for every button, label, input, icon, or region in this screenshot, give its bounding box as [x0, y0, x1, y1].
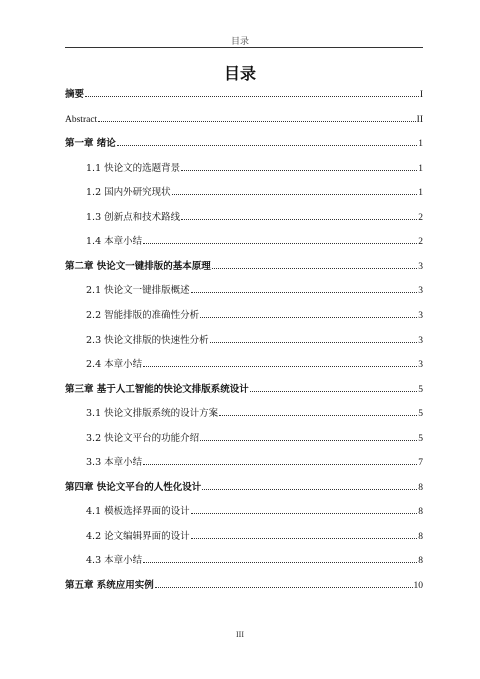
toc-dot-leader [172, 193, 418, 195]
toc-entry-label: 3.2 快论文平台的功能介绍 [86, 433, 200, 444]
toc-chapter-entry[interactable] [65, 88, 423, 102]
toc-entry-label: 2.4 本章小结 [86, 359, 143, 370]
toc-dot-leader [85, 95, 419, 97]
toc-entry-page: 8 [418, 556, 423, 566]
toc-section-entry[interactable] [86, 530, 423, 544]
toc-section-entry[interactable] [86, 211, 423, 225]
toc-section-entry[interactable] [86, 162, 423, 176]
toc-entry-page: 5 [418, 409, 423, 419]
toc-dot-leader [191, 512, 418, 514]
toc-entry-label: Abstract [65, 115, 98, 125]
header-divider [65, 47, 423, 48]
toc-entry-label: 1.3 创新点和技术路线 [86, 212, 181, 223]
toc-entry-label: 第一章 绪论 [65, 138, 116, 149]
page-title: 目录 [223, 64, 256, 83]
toc-entry-label: 2.1 快论文一键排版概述 [86, 285, 190, 296]
toc-section-entry[interactable] [86, 186, 423, 200]
toc-entry-label: 第二章 快论文一键排版的基本原理 [65, 261, 211, 272]
toc-section-entry[interactable] [86, 456, 423, 470]
toc-dot-leader [191, 291, 418, 293]
toc-section-entry[interactable] [86, 554, 423, 568]
toc-entry-page: 7 [418, 458, 423, 468]
toc-section-entry[interactable] [86, 309, 423, 323]
toc-entry-page: 8 [418, 532, 423, 542]
toc-entry-page: 10 [413, 581, 423, 591]
toc-dot-leader [202, 488, 417, 490]
toc-entry-page: 3 [418, 336, 423, 346]
toc-dot-leader [98, 120, 415, 122]
toc-entry-page: 2 [418, 237, 423, 247]
page-number: III [236, 630, 244, 639]
toc-dot-leader [210, 341, 418, 343]
toc-entry-page: 2 [418, 213, 423, 223]
toc-section-entry[interactable] [86, 432, 423, 446]
toc-section-entry[interactable] [86, 334, 423, 348]
toc-dot-leader [200, 439, 417, 441]
toc-entry-label: 3.1 快论文排版系统的设计方案 [86, 408, 219, 419]
toc-entry-label: 1.4 本章小结 [86, 236, 143, 247]
toc-entry-page: 1 [418, 139, 423, 149]
toc-entry-label: 1.1 快论文的选题背景 [86, 163, 181, 174]
toc-entry-label: 2.3 快论文排版的快速性分析 [86, 335, 209, 346]
toc-entry-page: 8 [418, 483, 423, 493]
toc-entry-label: 第三章 基于人工智能的快论文排版系统设计 [65, 384, 249, 395]
toc-chapter-entry[interactable] [65, 481, 423, 495]
toc-dot-leader [181, 218, 417, 220]
toc-dot-leader [200, 316, 417, 318]
toc-entry-page: 1 [418, 164, 423, 174]
toc-entry-page: 3 [418, 286, 423, 296]
toc-chapter-entry[interactable] [65, 260, 423, 274]
running-header: 目录 [230, 37, 249, 47]
toc-entry-label: 3.3 本章小结 [86, 457, 143, 468]
toc-dot-leader [143, 365, 417, 367]
toc-dot-leader [250, 390, 417, 392]
toc-entry-page: 5 [418, 385, 423, 395]
toc-chapter-entry[interactable] [65, 113, 423, 127]
toc-entry-page: I [419, 90, 423, 100]
toc-dot-leader [143, 242, 417, 244]
toc-entry-label: 4.3 本章小结 [86, 555, 143, 566]
toc-entry-page: 1 [418, 188, 423, 198]
toc-entry-label: 摘要 [65, 89, 85, 100]
toc-section-entry[interactable] [86, 235, 423, 249]
toc-entry-label: 2.2 智能排版的准确性分析 [86, 310, 200, 321]
toc-dot-leader [117, 144, 417, 146]
toc-entry-page: 3 [418, 311, 423, 321]
toc-dot-leader [219, 414, 417, 416]
toc-entry-label: 1.2 国内外研究现状 [86, 187, 171, 198]
toc-dot-leader [143, 463, 417, 465]
toc-entry-page: 8 [418, 507, 423, 517]
toc-dot-leader [191, 537, 418, 539]
toc-section-entry[interactable] [86, 358, 423, 372]
toc-dot-leader [212, 267, 417, 269]
toc-dot-leader [155, 586, 413, 588]
toc-section-entry[interactable] [86, 407, 423, 421]
toc-chapter-entry[interactable] [65, 137, 423, 151]
toc-entry-page: 5 [418, 434, 423, 444]
toc-entry-page: 3 [418, 262, 423, 272]
toc-entry-label: 第五章 系统应用实例 [65, 580, 154, 591]
toc-entry-page: II [416, 115, 423, 125]
toc-dot-leader [181, 169, 417, 171]
toc-dot-leader [143, 561, 417, 563]
toc-entry-page: 3 [418, 360, 423, 370]
toc-entry-label: 4.1 模板选择界面的设计 [86, 506, 190, 517]
toc-entry-label: 第四章 快论文平台的人性化设计 [65, 482, 202, 493]
toc-section-entry[interactable] [86, 505, 423, 519]
toc-section-entry[interactable] [86, 284, 423, 298]
toc-chapter-entry[interactable] [65, 579, 423, 593]
toc-chapter-entry[interactable] [65, 383, 423, 397]
toc-entry-label: 4.2 论文编辑界面的设计 [86, 531, 190, 542]
